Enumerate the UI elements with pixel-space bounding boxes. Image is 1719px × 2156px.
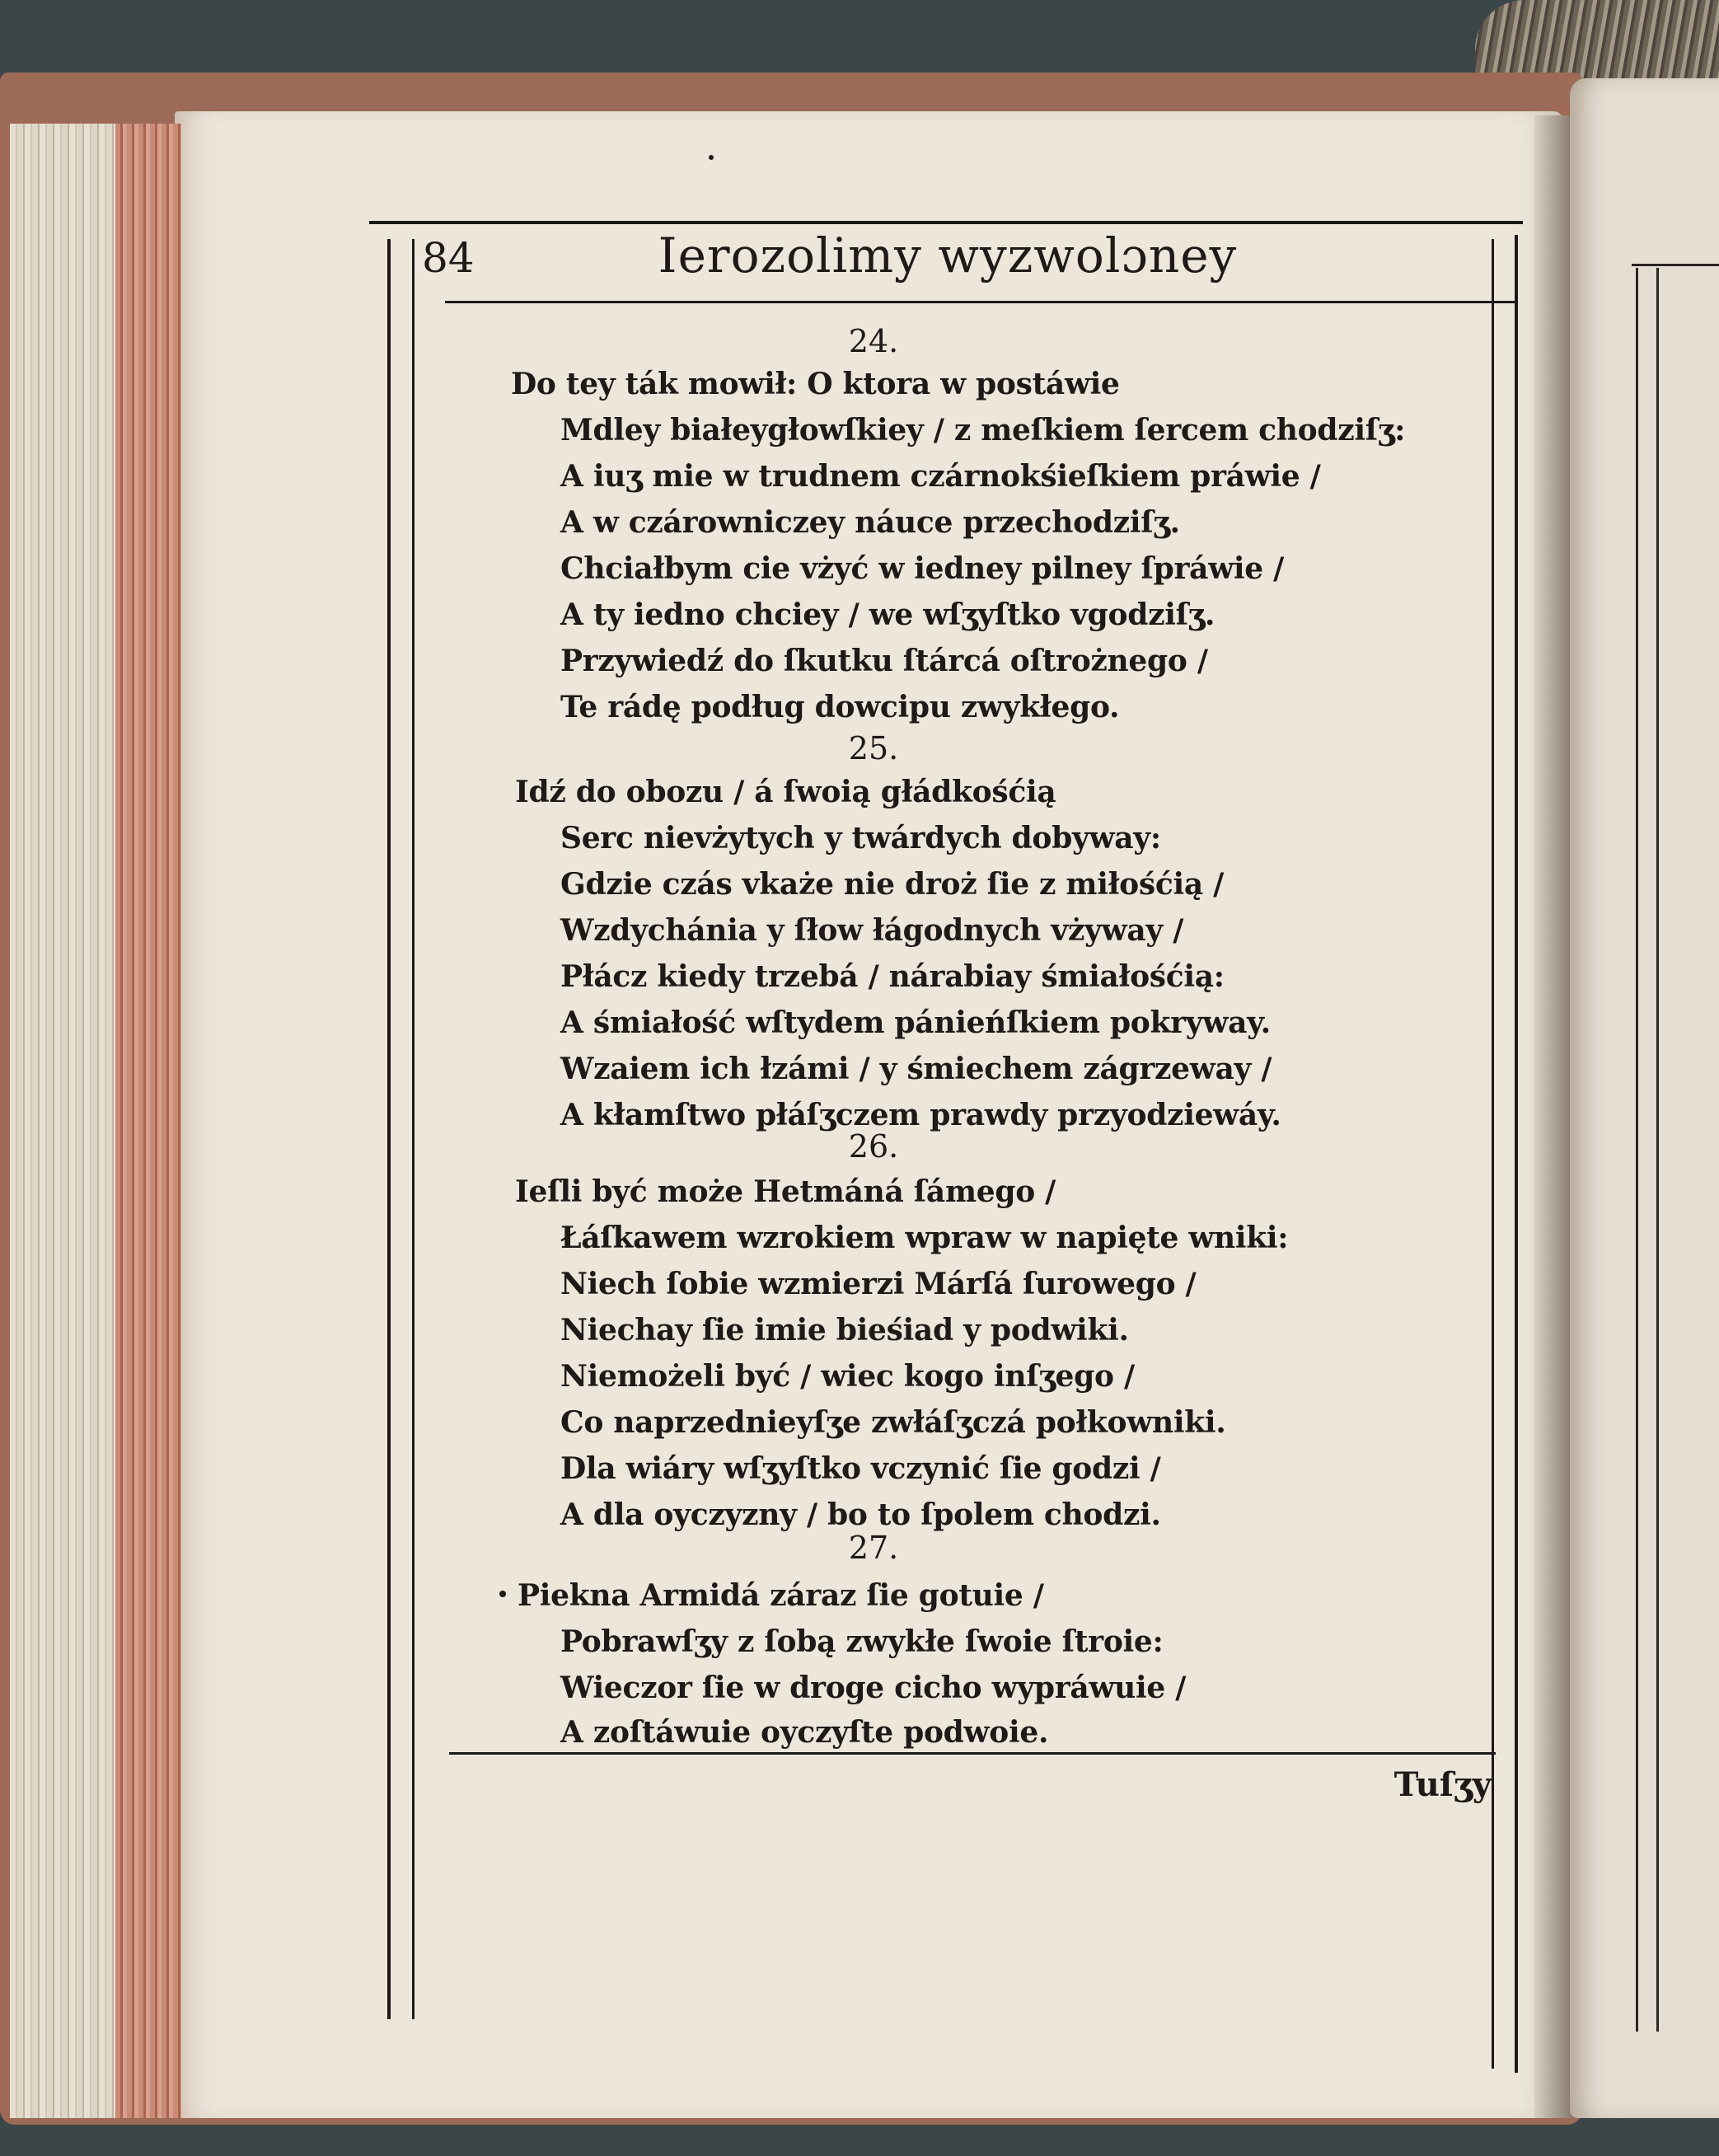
verse-line: Chciałbym cie vżyć w iedney pilney ſpráwie /	[560, 551, 1284, 586]
stanza-number: 27.	[848, 1530, 899, 1566]
verse-line: Mdley białeygłowſkiey / z meſkiem ſercem chodziſʒ:	[560, 413, 1406, 448]
verse-line: A zoſtáwuie oyczyſte podwoie.	[560, 1715, 1049, 1750]
verse-line: Dla wiáry wſʒyſtko vczynić ſie godzi /	[560, 1451, 1161, 1486]
right-frame-line-inner	[1492, 239, 1494, 2069]
verse-line: A iuʒ mie w trudnem czárnokśieſkiem práwie /	[560, 459, 1321, 494]
stanza-number: 26.	[848, 1128, 899, 1165]
verse-line: Co naprzednieyſʒe zwłáſʒczá połkowniki.	[560, 1405, 1226, 1440]
header-rule	[445, 301, 1516, 303]
verse-line: A dla oyczyzny / bo to ſpolem chodzi.	[560, 1497, 1161, 1532]
verse-line: Ieſli być może Hetmáná ſámego /	[515, 1174, 1056, 1209]
catchword: Tuſʒy	[1393, 1765, 1492, 1804]
verse-line: Łáſkawem wzrokiem wpraw w napięte wniki:	[560, 1221, 1289, 1255]
verse-line: Idź do obozu / á ſwoią głádkośćią	[515, 775, 1056, 809]
right-page-fragment	[1570, 78, 1719, 2118]
verse-line: Niech ſobie wzmierzi Márſá ſurowego /	[560, 1267, 1197, 1301]
ink-speck	[709, 155, 714, 160]
right-frame-line-outer	[1515, 235, 1518, 2073]
right-page-frame-line	[1636, 268, 1638, 2032]
verse-line: Niemożeli być / wiec kogo inſʒego /	[560, 1359, 1135, 1394]
verse-line: Wieczor ſie w droge cicho wypráwuie /	[560, 1671, 1187, 1705]
stanza-number: 24.	[848, 323, 899, 359]
verse-line: A ty iedno chciey / we wſʒyſtko vgodziſʒ.	[560, 598, 1215, 632]
verse-line: Piekna Armidá záraz ſie gotuie /	[518, 1578, 1044, 1613]
verse-line: A śmiałość wſtydem pánieńſkiem pokryway.	[560, 1005, 1271, 1040]
running-head: Ierozolimy wyzwolɔney	[658, 227, 1238, 284]
right-page-top-rule	[1632, 264, 1719, 266]
verse-line: A w czárowniczey náuce przechodziſʒ.	[560, 505, 1180, 540]
verse-line: Pobrawſʒy z ſobą zwykłe ſwoie ſtroie:	[560, 1624, 1164, 1659]
verse-line: Przywiedź do ſkutku ſtárcá oſtrożnego /	[560, 644, 1208, 678]
left-frame-line-inner	[412, 239, 415, 2019]
verse-line: Gdzie czás vkaże nie droż ſie z miłośćią /	[560, 867, 1224, 902]
right-page-frame-line-inner	[1656, 268, 1659, 2032]
margin-dot	[499, 1591, 506, 1597]
verse-line: Wzaiem ich łzámi / y śmiechem zágrzeway /	[560, 1052, 1272, 1086]
verse-line: Niechay ſie imie bieśiad y podwiki.	[560, 1313, 1129, 1348]
left-frame-line-outer	[387, 239, 391, 2019]
verse-line: Do tey ták mowił: O ktora w postáwie	[511, 367, 1120, 401]
verse-line: Płácz kiedy trzebá / nárabiay śmiałośćią:	[560, 959, 1225, 994]
verse-line: Te rádę podług dowcipu zwykłego.	[560, 690, 1120, 724]
verse-line: Wzdychánia y ſłow łágodnych vżyway /	[560, 913, 1184, 948]
red-page-edges	[115, 124, 181, 2118]
stanza-number: 25.	[848, 730, 899, 766]
verse-line: A kłamſtwo płáſʒczem prawdy przyodziewáy.	[560, 1098, 1281, 1132]
verse-line: Serc nievżytych y twárdych dobyway:	[560, 821, 1161, 855]
page-number: 84	[422, 234, 475, 282]
